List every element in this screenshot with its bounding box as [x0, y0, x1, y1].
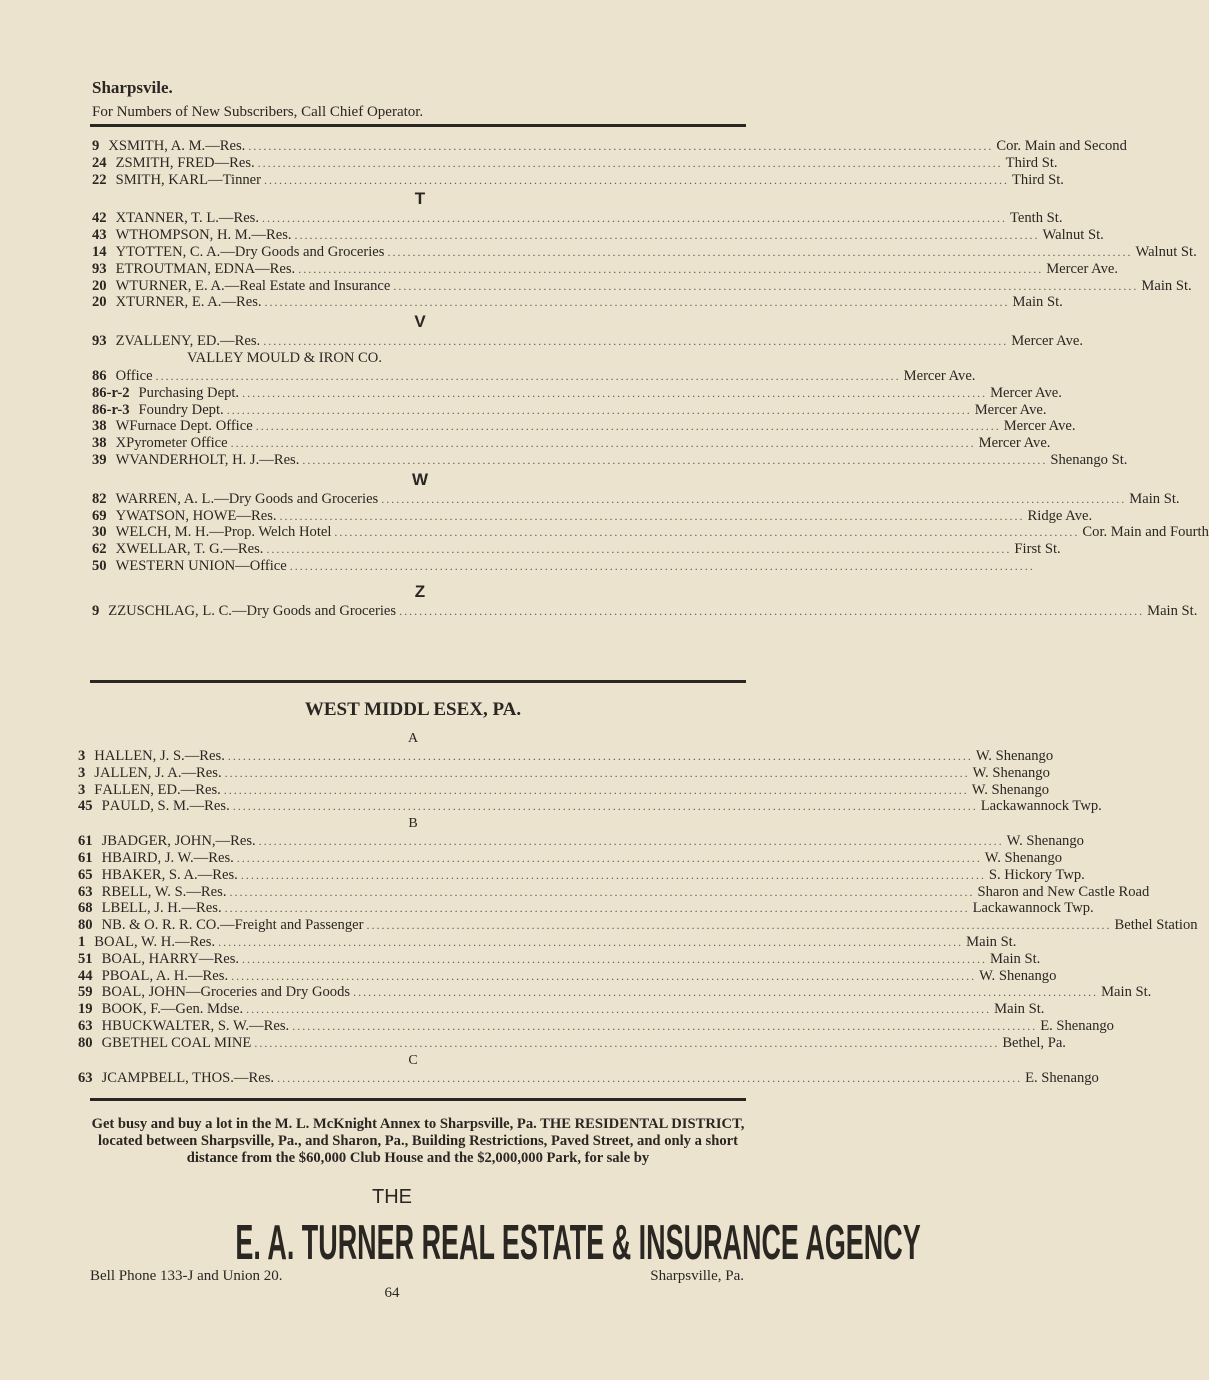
subscriber-location: Mercer Ave. [1003, 418, 1076, 435]
party-code: X [115, 541, 127, 558]
phone-number: 19 [78, 1001, 93, 1018]
listing-row [78, 1034, 1066, 1052]
subscriber-name: WESTERN UNION—Office [115, 557, 287, 574]
subscriber-location: Main St. [1141, 277, 1192, 294]
subscriber-name: SMITH, KARL—Tinner [115, 171, 262, 188]
phone-number: 65 [78, 866, 93, 883]
leader-dots [381, 492, 1126, 507]
subscriber-location: Main St. [966, 933, 1017, 950]
subscriber-name: BUCKWALTER, S. W.—Res. [112, 1017, 290, 1034]
leader-dots [246, 1002, 991, 1017]
leader-dots [233, 799, 978, 814]
subscriber-name: BOAL, JOHN—Groceries and Dry Goods [101, 984, 351, 1001]
subscriber-name: WATSON, HOWE—Res. [126, 507, 277, 524]
phone-number: 86-r-3 [92, 401, 130, 418]
subscriber-name: SMITH, FRED—Res. [124, 154, 255, 171]
subscriber-location: Bethel Station [1114, 917, 1198, 934]
section-rule [90, 680, 746, 683]
leader-dots [218, 935, 963, 950]
subscriber-name: THOMPSON, H. M.—Res. [129, 227, 292, 244]
listing-row [78, 798, 1102, 815]
party-code: G [101, 1034, 113, 1051]
subscriber-name: TURNER, E. A.—Res. [126, 294, 262, 311]
leader-dots [302, 453, 1047, 468]
leader-dots [393, 279, 1138, 294]
phone-number: 3 [78, 748, 86, 764]
party-code: R [101, 883, 112, 900]
subscriber-location: Third St. [1012, 171, 1064, 188]
leader-dots [290, 559, 1035, 574]
advertisement-the: THE [372, 1186, 412, 1208]
party-code: W [115, 277, 130, 294]
party-code: P [101, 798, 110, 815]
phone-number: 42 [92, 210, 107, 227]
party-code: X [115, 435, 127, 452]
listing-row [78, 950, 1041, 968]
subscriber-location: Third St. [1005, 154, 1058, 171]
phone-number: 30 [92, 524, 107, 541]
listing-row [92, 367, 976, 385]
party-code: H [101, 866, 113, 883]
phone-number: 80 [78, 917, 93, 934]
leader-dots [231, 436, 976, 451]
subscriber-name: BELL, J. H.—Res. [110, 900, 222, 917]
phone-number: 69 [92, 507, 107, 524]
subscriber-name: BOAL, W. H.—Res. [94, 933, 216, 950]
phone-number: 63 [78, 883, 93, 900]
listing-row [78, 883, 1150, 901]
subscriber-location: Main St. [1012, 294, 1063, 311]
subscriber-name: WELLAR, T. G.—Res. [126, 541, 264, 558]
leader-dots [399, 604, 1144, 619]
subscriber-location: Cor. Main and Second [996, 138, 1127, 154]
subscriber-location: W. Shenango [972, 764, 1050, 781]
party-code: N [101, 917, 113, 934]
subscriber-location: Lackawannock Twp. [972, 900, 1094, 917]
subscriber-location: Main St. [994, 1001, 1045, 1018]
leader-dots [263, 334, 1008, 349]
leader-dots [295, 228, 1040, 243]
subscriber-name: TANNER, T. L.—Res. [126, 210, 260, 227]
phone-number: 24 [92, 154, 107, 171]
section-letter-v: V [414, 312, 426, 332]
section-letter-t: T [414, 189, 426, 209]
subscriber-name: WARREN, A. L.—Dry Goods and Groceries [115, 490, 379, 507]
listing-row [92, 451, 1128, 469]
subscriber-name: ALLEN, ED.—Res. [102, 781, 221, 798]
subscriber-name: Office [115, 367, 153, 384]
leader-dots [242, 952, 987, 967]
party-code: Z [108, 602, 118, 619]
party-code: W [115, 418, 130, 435]
subscriber-location: Cor. Main and Fourth [1082, 524, 1209, 541]
phone-number: 86 [92, 367, 107, 384]
listing-row [78, 764, 1050, 782]
leader-dots [264, 173, 1009, 188]
subscriber-name: ZUSCHLAG, L. C.—Dry Goods and Groceries [117, 602, 397, 619]
phone-number: 43 [92, 227, 107, 244]
subscriber-location: Lackawannock Twp. [980, 798, 1102, 815]
subscriber-name: ALLEN, J. A.—Res. [99, 764, 222, 781]
leader-dots [227, 403, 972, 418]
subscriber-location: Walnut St. [1042, 227, 1104, 244]
party-code: Y [115, 243, 127, 260]
leader-dots [231, 969, 976, 984]
leader-dots [224, 783, 969, 798]
listing-row [92, 294, 1063, 311]
phone-number: 61 [78, 849, 93, 866]
subscriber-name: B. & O. R. R. CO.—Freight and Passenger [112, 917, 364, 934]
phone-number: 93 [92, 333, 107, 350]
listing-row [78, 849, 1063, 867]
phone-number: 63 [78, 1069, 93, 1086]
leader-dots [277, 1071, 1022, 1086]
phone-number: 20 [92, 294, 107, 311]
phone-number: 82 [92, 490, 107, 507]
leader-dots [254, 1036, 999, 1051]
subscriber-name: BOOK, F.—Gen. Mdse. [101, 1001, 244, 1018]
listing-row [92, 384, 1062, 402]
agency-phone: Bell Phone 133-J and Union 20. [90, 1268, 283, 1284]
party-code: X [115, 210, 127, 227]
subscriber-location: Main St. [1129, 490, 1180, 507]
subscriber-name: CAMPBELL, THOS.—Res. [107, 1069, 275, 1086]
phone-number: 44 [78, 967, 93, 984]
listing-row [78, 900, 1094, 917]
subscriber-location: W. Shenango [971, 781, 1050, 798]
subscriber-location: Mercer Ave. [903, 367, 976, 384]
subscriber-location: First St. [1014, 541, 1061, 558]
phone-number: 45 [78, 798, 93, 815]
party-code: F [94, 781, 103, 798]
listing-row [92, 541, 1061, 558]
listing-row [92, 524, 1209, 541]
party-code: P [101, 967, 110, 984]
listing-row [92, 210, 1063, 227]
subscriber-name: BADGER, JOHN,—Res. [107, 833, 256, 850]
section-letter-b: B [408, 816, 418, 832]
phone-number: 20 [92, 277, 107, 294]
leader-dots [237, 851, 982, 866]
section-letter-c: C [408, 1052, 418, 1068]
subscriber-location: Ridge Ave. [1027, 507, 1093, 524]
subscriber-location: E. Shenango [1040, 1017, 1114, 1034]
west-middlesex-title: WEST MIDDL ESEX, PA. [304, 699, 522, 720]
leader-dots [334, 525, 1079, 540]
subscriber-note: For Numbers of New Subscribers, Call Chief Operator. [92, 104, 424, 120]
phone-number: 9 [92, 138, 100, 154]
subscriber-name: BETHEL COAL MINE [112, 1034, 252, 1051]
subscriber-location: W. Shenango [975, 748, 1054, 764]
phone-number: 86-r-2 [92, 384, 130, 401]
listing-row [92, 138, 1127, 155]
listing-row [92, 435, 1051, 452]
leader-dots [259, 834, 1004, 849]
page-number: 64 [384, 1285, 400, 1301]
leader-dots [241, 868, 986, 883]
listing-row [78, 933, 1017, 951]
leader-dots [225, 901, 970, 916]
party-code: X [115, 294, 127, 311]
phone-number: 59 [78, 984, 93, 1001]
listing-row [92, 602, 1198, 620]
subscriber-location: W. Shenango [979, 967, 1057, 984]
leader-dots [266, 542, 1011, 557]
leader-dots [353, 985, 1098, 1000]
subscriber-name: Purchasing Dept. [138, 384, 240, 401]
phone-number: 38 [92, 418, 107, 435]
party-code: Y [115, 507, 127, 524]
listing-row [78, 984, 1152, 1001]
town-heading: Sharpsvile. [92, 78, 173, 97]
listing-row [78, 1069, 1099, 1087]
subscriber-name: TURNER, E. A.—Real Estate and Insurance [129, 277, 391, 294]
subscriber-location: Bethel, Pa. [1002, 1034, 1066, 1051]
subscriber-location: Main St. [1101, 984, 1152, 1001]
listing-row [78, 967, 1057, 985]
listing-row [92, 227, 1104, 244]
bottom-rule [90, 1098, 746, 1101]
subscriber-location: Mercer Ave. [974, 401, 1047, 418]
advertisement-text: Get busy and buy a lot in the M. L. McKnight Annex to Sharpsville, Pa. THE RESIDENTAL DISTRICT, located between Sharpsville, Pa., and Sharon, Pa., Building Restrictions, Paved Street, and only a short distance from the $60,000 Club House and the $2,000,000 Park, for sale by [91, 1116, 745, 1166]
phone-number: 1 [78, 933, 86, 950]
listing-row [92, 490, 1180, 508]
phone-number: 38 [92, 435, 107, 452]
section-letter-z: Z [414, 581, 426, 601]
subscriber-name: BELL, W. S.—Res. [111, 883, 227, 900]
leader-dots [225, 766, 970, 781]
listing-row [92, 154, 1058, 172]
subscriber-name: Foundry Dept. [138, 401, 224, 418]
listing-row [78, 1001, 1045, 1018]
subscriber-location: Main St. [1147, 602, 1198, 619]
subscriber-location: W. Shenango [984, 849, 1063, 866]
leader-dots [262, 211, 1007, 226]
sharpsville-listings [92, 138, 1209, 620]
leader-dots [228, 749, 973, 764]
listing-row [92, 558, 748, 575]
subscriber-location: Mercer Ave. [990, 384, 1062, 401]
listing-row [78, 833, 1084, 850]
leader-dots [280, 509, 1025, 524]
party-code: J [101, 833, 108, 850]
subscriber-name: AULD, S. M.—Res. [109, 798, 230, 815]
listing-row [92, 507, 1093, 525]
subscriber-name: ALLEN, J. S.—Res. [104, 748, 225, 764]
subscriber-name: VALLENY, ED.—Res. [124, 333, 261, 350]
agency-city: Sharpsville, Pa. [650, 1268, 744, 1284]
subscriber-location: Mercer Ave. [978, 435, 1051, 452]
subscriber-name: TROUTMAN, EDNA—Res. [124, 260, 296, 277]
leader-dots [229, 885, 974, 900]
subscriber-location: E. Shenango [1025, 1069, 1099, 1086]
listing-row [92, 418, 1076, 435]
subscriber-name: BOAL, A. H.—Res. [109, 967, 229, 984]
phone-number: 39 [92, 451, 107, 468]
subscriber-location: Tenth St. [1010, 210, 1063, 227]
leader-dots [292, 1019, 1037, 1034]
leader-dots [298, 262, 1043, 277]
subscriber-name: Pyrometer Office [126, 435, 228, 452]
section-letter-a: A [407, 731, 419, 746]
party-code: E [115, 260, 125, 277]
party-code: W [115, 451, 130, 468]
leader-dots [258, 156, 1003, 171]
subscriber-name: Furnace Dept. Office [129, 418, 253, 435]
listing-row [78, 917, 1198, 934]
phone-number: 3 [78, 781, 86, 798]
subscriber-name: SMITH, A. M.—Res. [118, 138, 246, 154]
top-rule [90, 124, 746, 127]
phone-number: 93 [92, 260, 107, 277]
company-heading: VALLEY MOULD & IRON CO. [187, 349, 382, 366]
leader-dots [248, 139, 993, 154]
subscriber-location: Main St. [990, 950, 1041, 967]
party-code: W [115, 227, 130, 244]
party-code: H [94, 748, 105, 764]
leader-dots [256, 419, 1001, 434]
subscriber-name: BAIRD, J. W.—Res. [112, 849, 234, 866]
phone-number: 62 [92, 541, 107, 558]
party-code: Z [115, 333, 125, 350]
listing-row [78, 781, 1050, 799]
subscriber-name: BAKER, S. A.—Res. [112, 866, 238, 883]
subscriber-location: W. Shenango [1006, 833, 1084, 850]
subscriber-name: VANDERHOLT, H. J.—Res. [129, 451, 300, 468]
listing-row [78, 1017, 1114, 1035]
listing-row [92, 260, 1119, 278]
subscriber-location: Mercer Ave. [1046, 260, 1119, 277]
phone-number: 50 [92, 557, 107, 574]
leader-dots [242, 386, 987, 401]
listing-row [92, 171, 1064, 189]
listing-row [78, 748, 1054, 765]
subscriber-name: TOTTEN, C. A.—Dry Goods and Groceries [126, 243, 385, 260]
phone-number: 14 [92, 243, 107, 260]
party-code: J [101, 1069, 108, 1086]
subscriber-location: Shenango St. [1050, 451, 1128, 468]
phone-number: 22 [92, 171, 107, 188]
phone-number: 68 [78, 900, 93, 917]
phone-number: 3 [78, 764, 86, 781]
party-code: H [101, 1017, 113, 1034]
west-middlesex-listings [78, 690, 1198, 1086]
leader-dots [366, 918, 1111, 933]
leader-dots [265, 295, 1010, 310]
listing-row [78, 866, 1085, 884]
subscriber-name: WELCH, M. H.—Prop. Welch Hotel [115, 524, 332, 541]
listing-row [92, 277, 1192, 295]
party-code: Z [115, 154, 125, 171]
subscriber-location: Sharon and New Castle Road [977, 883, 1150, 900]
section-letter-w: W [411, 469, 429, 489]
party-code: H [101, 849, 113, 866]
phone-number: 63 [78, 1017, 93, 1034]
listing-row [92, 333, 1084, 350]
subscriber-location: Walnut St. [1135, 243, 1197, 260]
leader-dots [156, 369, 901, 384]
subscriber-location: Mercer Ave. [1011, 333, 1084, 350]
party-code: X [108, 138, 119, 154]
phone-number: 51 [78, 950, 93, 967]
agency-name: E. A. TURNER REAL ESTATE & INSURANCE AGENCY [235, 1216, 921, 1270]
leader-dots [387, 245, 1132, 260]
phone-number: 61 [78, 833, 93, 850]
subscriber-name: BOAL, HARRY—Res. [101, 950, 240, 967]
party-code: J [94, 764, 100, 781]
party-code: L [101, 900, 111, 917]
phone-number: 80 [78, 1034, 93, 1051]
listing-row [92, 401, 1047, 419]
subscriber-location: S. Hickory Twp. [988, 866, 1085, 883]
listing-row [92, 243, 1197, 261]
phone-number: 9 [92, 602, 100, 619]
